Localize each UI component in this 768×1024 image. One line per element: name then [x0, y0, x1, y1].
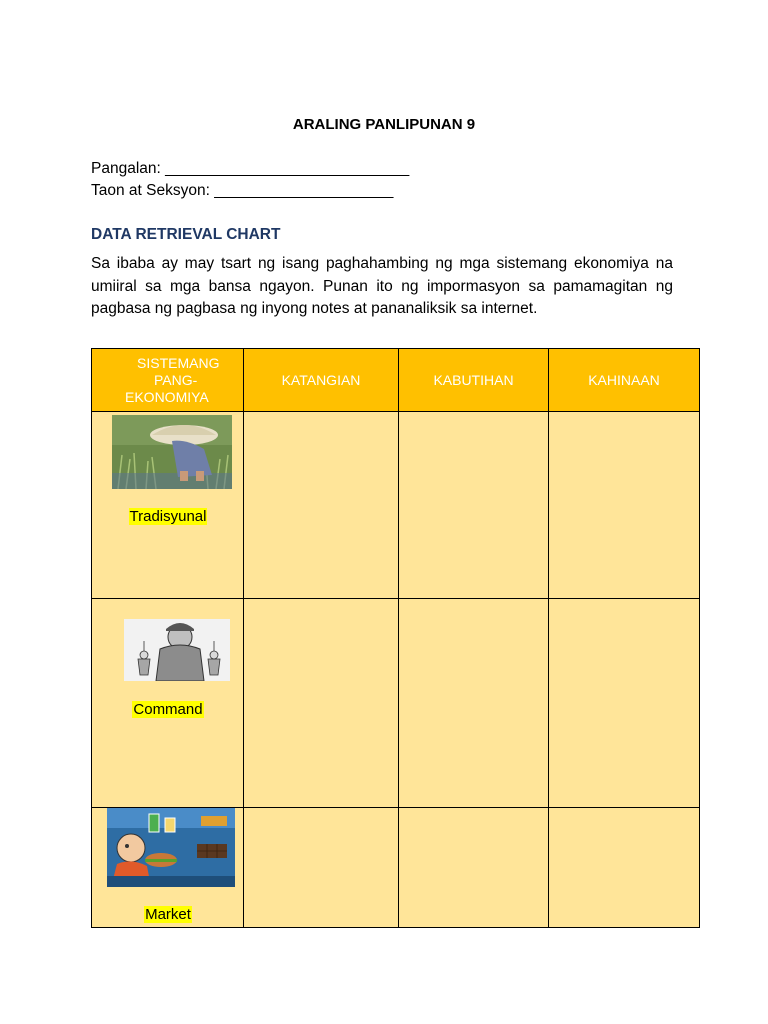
header-katangian: KATANGIAN: [244, 349, 399, 412]
kabutihan-cell: [399, 412, 549, 599]
section-title: DATA RETRIEVAL CHART: [91, 226, 281, 243]
header-kahinaan: KAHINAAN: [549, 349, 700, 412]
row-label-cell: [92, 599, 244, 808]
katangian-cell: [244, 412, 399, 599]
row-label-cell: [92, 808, 244, 928]
row-label: [92, 508, 244, 525]
kahinaan-cell: [549, 412, 700, 599]
row-label-cell: [92, 412, 244, 599]
data-retrieval-chart: [91, 348, 700, 928]
header-kabutihan: KABUTIHAN: [399, 349, 549, 412]
name-field-label: Pangalan:: [91, 160, 161, 177]
label-tradisyunal: Tradisyunal: [129, 508, 207, 525]
label-market: Market: [145, 906, 191, 923]
kabutihan-cell: [399, 599, 549, 808]
year-section-field-blank: ______________________: [214, 182, 393, 199]
header-sistemang-pang-ekonomiya: [92, 349, 244, 412]
header-line: EKONOMIYA: [125, 388, 209, 405]
rice-farmer-image: [112, 415, 232, 489]
katangian-cell: [244, 808, 399, 928]
label-command: Command: [133, 701, 203, 718]
kabutihan-cell: [399, 808, 549, 928]
name-field-blank: ______________________________: [165, 160, 409, 177]
dictator-puppeteer-image: [124, 619, 230, 681]
row-label: [92, 906, 244, 923]
consumer-food-image: [107, 808, 235, 887]
kahinaan-cell: [549, 808, 700, 928]
year-section-field: [91, 182, 393, 200]
row-label: [92, 701, 244, 718]
table-row: [92, 599, 700, 808]
page-title: ARALING PANLIPUNAN 9: [292, 116, 476, 133]
table-row: [92, 808, 700, 928]
header-line: SISTEMANG: [137, 354, 220, 371]
header-line: PANG-: [154, 371, 198, 388]
year-section-field-label: Taon at Seksyon:: [91, 182, 210, 199]
name-field: [91, 160, 409, 178]
katangian-cell: [244, 599, 399, 808]
table-header-row: [92, 349, 700, 412]
kahinaan-cell: [549, 599, 700, 808]
table-row: [92, 412, 700, 599]
intro-paragraph: Sa ibaba ay may tsart ng isang paghahambing ng mga sistemang ekonomiya na umiiral sa mga bansa ngayon. Punan ito ng impormasyon sa pamamagitan ng pagbasa ng pagbasa ng inyong notes at pananaliksik sa internet.: [91, 255, 673, 317]
